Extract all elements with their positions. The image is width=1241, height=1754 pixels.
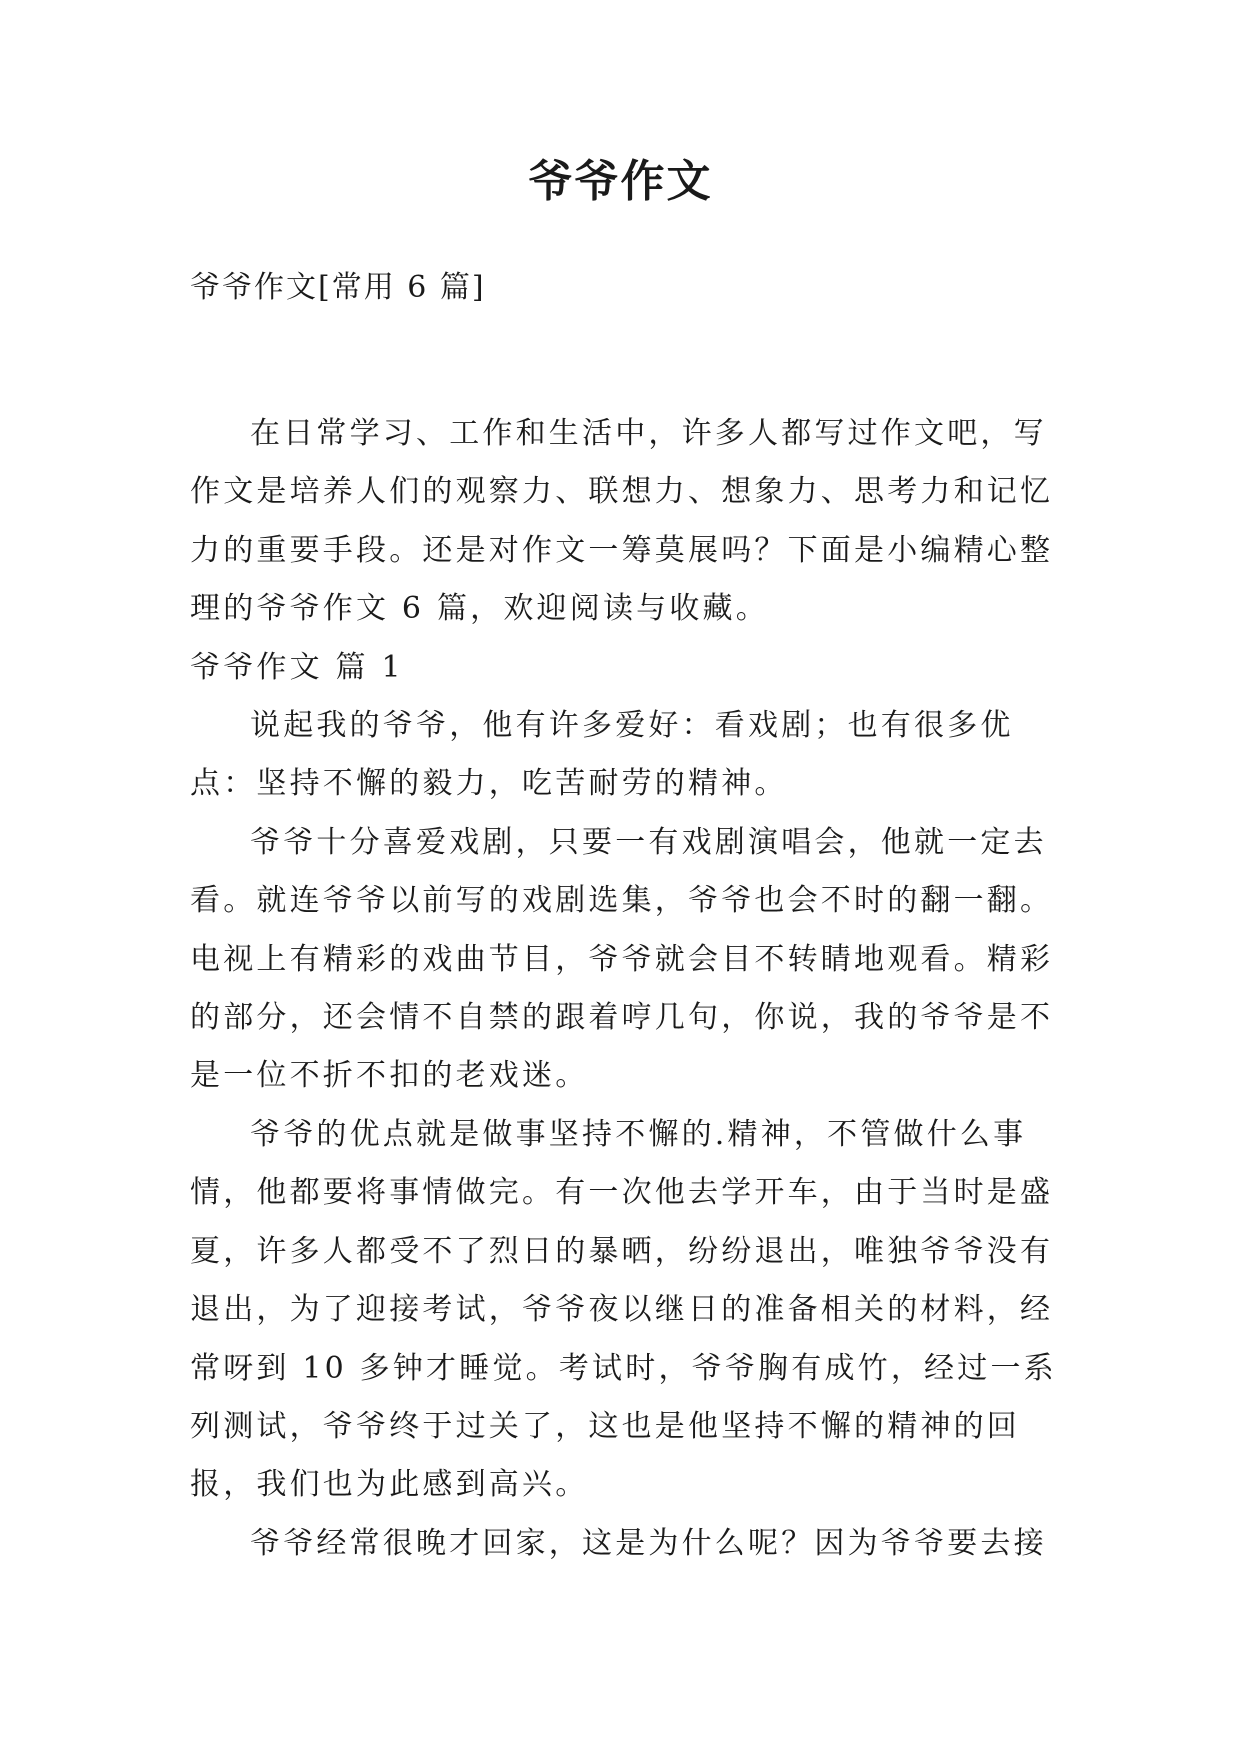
body-paragraph: 爷爷十分喜爱戏剧，只要一有戏剧演唱会，他就一定去看。就连爷爷以前写的戏剧选集，爷爷也会不时的翻一翻。电视上有精彩的戏曲节目，爷爷就会目不转睛地观看。精彩的部分，还会情不自禁的跟着哼几句，你说，我的爷爷是不是一位不折不扣的老戏迷。 xyxy=(190,824,1054,1094)
body-paragraph: 爷爷的优点就是做事坚持不懈的.精神，不管做什么事情，他都要将事情做完。有一次他去学开车，由于当时是盛夏，许多人都受不了烈日的暴晒，纷纷退出，唯独爷爷没有退出，为了迎接考试，爷爷夜以继日的准备相关的材料，经常呀到 10 多钟才睡觉。考试时，爷爷胸有成竹，经过一系列测试，爷爷终于过关了，这也是他坚持不懈的精神的回报，我们也为此感到高兴。 xyxy=(190,1116,1057,1503)
body-paragraph: 说起我的爷爷，他有许多爱好：看戏剧；也有很多优点：坚持不懈的毅力，吃苦耐劳的精神。 xyxy=(190,708,1014,802)
intro-paragraph: 在日常学习、工作和生活中，许多人都写过作文吧，写作文是培养人们的观察力、联想力、想象力、思考力和记忆力的重要手段。还是对作文一筹莫展吗？下面是小编精心整理的爷爷作文 6 篇，欢迎阅读与收藏。 xyxy=(190,416,1054,627)
section-heading: 爷爷作文 篇 1 xyxy=(190,649,404,685)
body-paragraph: 爷爷经常很晚才回家，这是为什么呢？因为爷爷要去接 xyxy=(250,1525,1047,1561)
document-subtitle: 爷爷作文[常用 6 篇] xyxy=(190,270,486,305)
document-body xyxy=(190,405,1060,1573)
document-title: 爷爷作文 xyxy=(528,156,713,207)
